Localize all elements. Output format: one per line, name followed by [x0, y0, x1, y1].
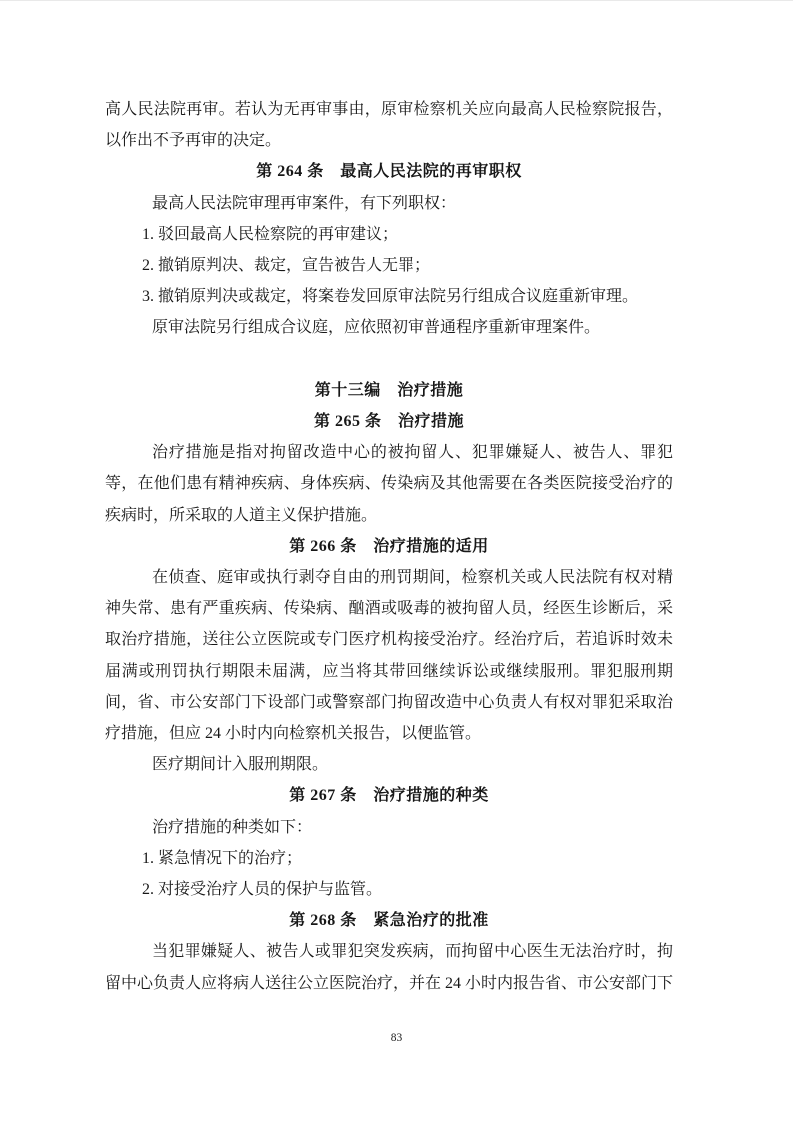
article-heading-265: 第 265 条 治疗措施: [313, 413, 464, 431]
body-paragraph: 治疗措施是指对拘留改造中心的被拘留人、犯罪嫌疑人、被告人、罪犯等，在他们患有精神疾病、身体疾病、传染病及其他需要在各类医院接受治疗的疾病时，所采取的人道主义保护措施。: [105, 444, 673, 524]
article-heading-264: 第 264 条 最高人民法院的再审职权: [256, 163, 522, 181]
body-paragraph-continued: 高人民法院再审。若认为无再审事由，原审检察机关应向最高人民检察院报告，以作出不予再审的决定。: [105, 101, 673, 150]
part-heading-13: 第十三编 治疗措施: [314, 381, 464, 399]
body-paragraph: 原审法院另行组成合议庭，应依照初审普通程序重新审理案件。: [152, 319, 601, 337]
article-heading-267: 第 267 条 治疗措施的种类: [289, 787, 489, 805]
blank-line: [105, 344, 673, 375]
article-heading-266: 第 266 条 治疗措施的适用: [289, 537, 489, 555]
document-body: [105, 94, 673, 999]
list-item-3: 3. 撤销原判决或裁定，将案卷发回原审法院另行组成合议庭重新审理。: [142, 288, 639, 306]
body-paragraph: 治疗措施的种类如下：: [152, 818, 313, 836]
body-paragraph: 最高人民法院审理再审案件，有下列职权：: [152, 194, 457, 212]
list-item-2: 2. 撤销原判决、裁定，宣告被告人无罪；: [142, 257, 431, 275]
page-number: 83: [390, 1032, 403, 1044]
list-item-1: 1. 紧急情况下的治疗；: [142, 849, 303, 867]
article-heading-268: 第 268 条 紧急治疗的批准: [289, 912, 489, 930]
body-paragraph: 医疗期间计入服刑期限。: [152, 756, 329, 774]
body-paragraph: 在侦查、庭审或执行剥夺自由的刑罚期间，检察机关或人民法院有权对精神失常、患有严重疾病、传染病、酗酒或吸毒的被拘留人员，经医生诊断后，采取治疗措施，送往公立医院或专门医疗机构接受治疗。经治疗后，若追诉时效未届满或刑罚执行期限未届满，应当将其带回继续诉讼或继续服刑。罪犯服刑期间，省、市公安部门下设部门或警察部门拘留改造中心负责人有权对罪犯采取治疗措施，但应 24 小时内向检察机关报告，以便监管。: [105, 569, 673, 743]
list-item-1: 1. 驳回最高人民检察院的再审建议；: [142, 225, 399, 243]
body-paragraph-continues-next-page: 当犯罪嫌疑人、被告人或罪犯突发疾病，而拘留中心医生无法治疗时，拘留中心负责人应将病人送往公立医院治疗，并在 24 小时内报告省、市公安部门下: [105, 943, 674, 992]
list-item-2: 2. 对接受治疗人员的保护与监管。: [142, 881, 383, 899]
